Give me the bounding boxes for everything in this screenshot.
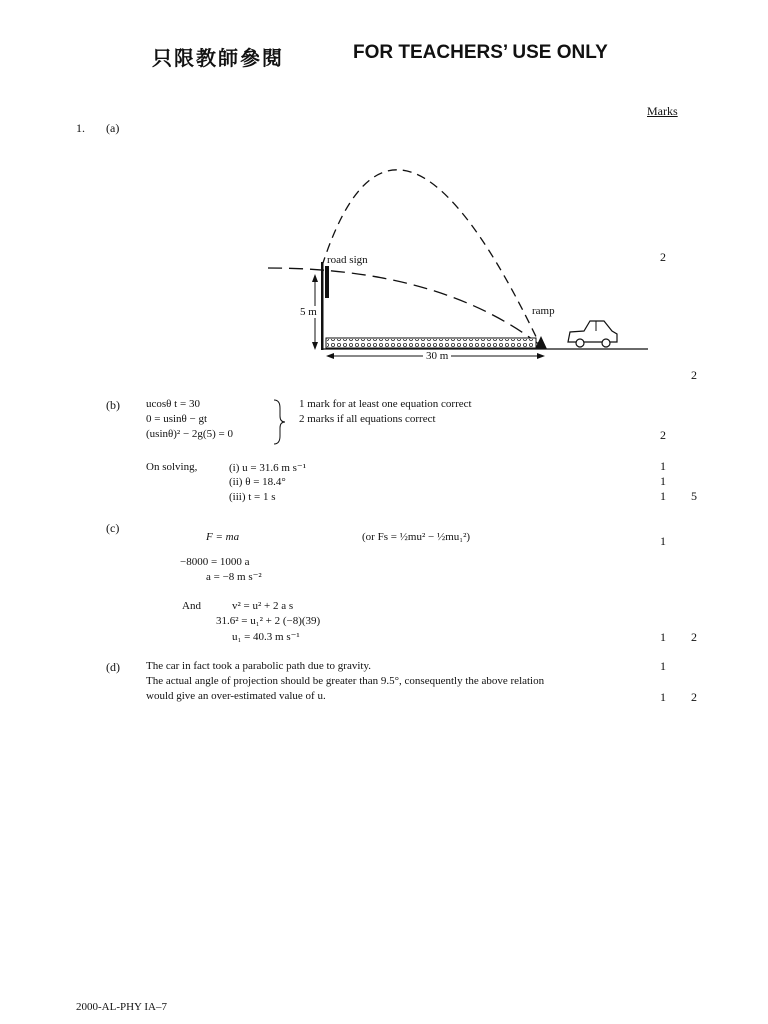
- car-icon: [568, 321, 617, 347]
- part-a-label: (a): [106, 121, 120, 135]
- ground-hatch: [327, 339, 535, 347]
- part-b-eq-3: (usinθ)² − 2g(5) = 0: [146, 428, 233, 440]
- part-b-total: 5: [691, 489, 697, 503]
- part-d-label: (d): [106, 660, 120, 674]
- part-c-line-5: 31.6² = u₁² + 2 (−8)(39): [216, 615, 321, 627]
- footer-code: 2000-AL-PHY IA–7: [76, 1001, 167, 1013]
- distance-arrow-right: [537, 353, 545, 359]
- part-b-mark-eq: 2: [660, 428, 666, 442]
- brace-icon: [272, 398, 286, 446]
- result-1: (i) u = 31.6 m s⁻¹: [229, 462, 307, 474]
- chinese-title: 只限教師參閱: [152, 46, 284, 70]
- part-b-eq-1: ucosθ t = 30: [146, 398, 200, 410]
- part-d-mark-1: 1: [660, 659, 666, 673]
- part-d-total: 2: [691, 690, 697, 704]
- ramp-label: ramp: [532, 305, 555, 317]
- road-sign-board: [325, 266, 329, 298]
- height-arrow-up: [312, 274, 318, 282]
- part-a-mark-1: 2: [660, 250, 666, 264]
- part-c-mark-1: 1: [660, 534, 666, 548]
- result-mark-1: 1: [660, 459, 666, 473]
- result-mark-2: 1: [660, 474, 666, 488]
- and-label: And: [182, 600, 201, 612]
- part-c-mark-2: 1: [660, 630, 666, 644]
- result-mark-3: 1: [660, 489, 666, 503]
- part-b-note-2: 2 marks if all equations correct: [299, 413, 436, 425]
- part-c-total: 2: [691, 630, 697, 644]
- part-d-line-2: The actual angle of projection should be greater than 9.5°, consequently the above relation: [146, 675, 545, 687]
- part-c-alt-eq: (or Fs = ½mu² − ½mu₁²): [362, 531, 471, 543]
- distance-label: 30 m: [423, 350, 451, 362]
- road-sign-post: [321, 262, 324, 350]
- part-c-label: (c): [106, 521, 120, 535]
- result-2: (ii) θ = 18.4°: [229, 476, 286, 488]
- marks-heading: Marks: [647, 104, 678, 118]
- part-b-eq-2: 0 = usinθ − gt: [146, 413, 208, 425]
- solving-label: On solving,: [146, 461, 198, 473]
- height-label: 5 m: [300, 306, 317, 318]
- part-b-note-1: 1 mark for at least one equation correct: [299, 398, 472, 410]
- part-c-eq-1: F = ma: [206, 531, 240, 543]
- part-c-line-2: −8000 = 1000 a: [180, 556, 250, 568]
- height-arrow-down: [312, 342, 318, 350]
- result-3: (iii) t = 1 s: [229, 491, 276, 503]
- distance-arrow-left: [326, 353, 334, 359]
- road-sign-label: road sign: [327, 254, 368, 266]
- part-d-line-1: The car in fact took a parabolic path due to gravity.: [146, 660, 372, 672]
- part-d-mark-2: 1: [660, 690, 666, 704]
- part-c-line-3: a = −8 m s⁻²: [206, 571, 262, 583]
- part-c-line-4: v² = u² + 2 a s: [232, 600, 294, 612]
- part-a-mark-2: 2: [691, 368, 697, 382]
- part-b-label: (b): [106, 398, 120, 412]
- part-c-line-6: u₁ = 40.3 m s⁻¹: [232, 631, 300, 643]
- question-number: 1.: [76, 121, 85, 135]
- trajectory-diagram: [260, 150, 660, 370]
- part-d-line-3: would give an over-estimated value of u.: [146, 690, 326, 702]
- english-title: FOR TEACHERS’ USE ONLY: [353, 42, 608, 63]
